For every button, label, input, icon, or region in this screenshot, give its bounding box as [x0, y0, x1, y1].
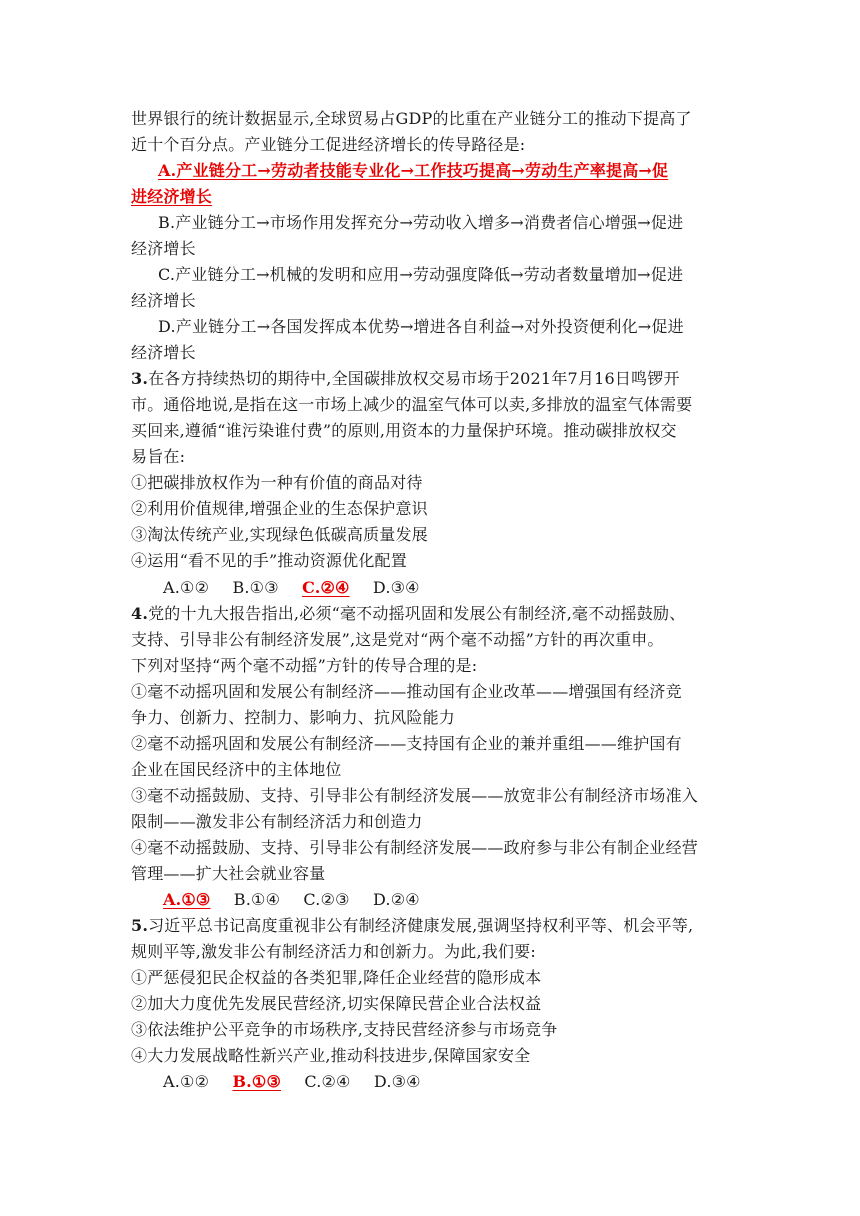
- q5-option-c: C.②④: [304, 1072, 351, 1091]
- q5-stem-text: 习近平总书记高度重视非公有制经济健康发展,强调坚持权利平等、机会平等,: [148, 916, 694, 935]
- q4-option-b: B.①④: [233, 890, 281, 909]
- q2-option-d-line2: 经济增长: [131, 343, 196, 362]
- q4-option-d: D.②④: [372, 890, 420, 909]
- q2-option-a-line2: 进经济增长: [131, 187, 213, 206]
- q3-stem-line2: 市。通俗地说,是指在这一市场上减少的温室气体可以卖,多排放的温室气体需要: [131, 395, 693, 414]
- q4-item1-line1: ①毫不动摇巩固和发展公有制经济——推动国有企业改革——增强国有经济竞: [131, 682, 682, 701]
- q5-stem-line1: [131, 915, 693, 937]
- q4-stem-text: 党的十九大报告指出,必须“毫不动摇巩固和发展公有制经济,毫不动摇鼓励、: [148, 604, 686, 623]
- q3-item4: ④运用“看不见的手”推动资源优化配置: [131, 551, 407, 570]
- q5-item3: ③依法维护公平竞争的市场秩序,支持民营经济参与市场竞争: [131, 1020, 558, 1039]
- q2-option-b-line1: B.产业链分工→市场作用发挥充分→劳动收入增多→消费者信心增强→促进: [158, 213, 684, 232]
- q3-option-d: D.③④: [372, 578, 420, 597]
- q4-option-a: A.①③: [163, 890, 211, 909]
- q4-stem-line1: [131, 603, 685, 625]
- q5-option-d: D.③④: [373, 1072, 421, 1091]
- q5-item2: ②加大力度优先发展民营经济,切实保障民营企业合法权益: [131, 994, 542, 1013]
- q4-item4-line1: ④毫不动摇鼓励、支持、引导非公有制经济发展——政府参与非公有制企业经营: [131, 838, 699, 857]
- q2-option-c-line2: 经济增长: [131, 291, 196, 310]
- q3-option-a: A.①②: [163, 578, 210, 597]
- q5-option-a: A.①②: [163, 1072, 210, 1091]
- q2-stem-line2: 近十个百分点。产业链分工促进经济增长的传导路径是:: [131, 135, 526, 154]
- q3-item3: ③淘汰传统产业,实现绿色低碳高质量发展: [131, 525, 428, 544]
- q4-item2-line2: 企业在国民经济中的主体地位: [131, 760, 342, 779]
- q5-option-b: B.①③: [232, 1072, 282, 1091]
- q4-item4-line2: 管理——扩大社会就业容量: [131, 864, 326, 883]
- q4-number: 4.: [131, 604, 149, 623]
- q2-option-a-line1: A.产业链分工→劳动者技能专业化→工作技巧提高→劳动生产率提高→促: [158, 161, 669, 180]
- q5-options: [163, 1071, 439, 1093]
- q4-item2-line1: ②毫不动摇巩固和发展公有制经济——支持国有企业的兼并重组——维护国有: [131, 734, 682, 753]
- q2-option-b-line2: 经济增长: [131, 239, 196, 258]
- q5-item4: ④大力发展战略性新兴产业,推动科技进步,保障国家安全: [131, 1046, 531, 1065]
- q3-stem-line3: 买回来,遵循“谁污染谁付费”的原则,用资本的力量保护环境。推动碳排放权交: [131, 421, 677, 440]
- q3-options: [163, 577, 438, 599]
- q2-option-d-line1: D.产业链分工→各国发挥成本优势→增进各自利益→对外投资便利化→促进: [158, 317, 684, 336]
- q2-stem-line1: 世界银行的统计数据显示,全球贸易占GDP的比重在产业链分工的推动下提高了: [131, 109, 692, 128]
- q3-item1: ①把碳排放权作为一种有价值的商品对待: [131, 473, 423, 492]
- q4-item3-line2: 限制——激发非公有制经济活力和创造力: [131, 812, 423, 831]
- q4-options: [163, 889, 438, 911]
- q3-stem-text: 在各方持续热切的期待中,全国碳排放权交易市场于2021年7月16日鸣锣开: [148, 369, 680, 388]
- q4-option-c: C.②③: [303, 890, 350, 909]
- q4-item3-line1: ③毫不动摇鼓励、支持、引导非公有制经济发展——放宽非公有制经济市场准入: [131, 786, 699, 805]
- q5-item1: ①严惩侵犯民企权益的各类犯罪,降任企业经营的隐形成本: [131, 968, 542, 987]
- q3-stem-line1: [131, 368, 680, 390]
- q3-item2: ②利用价值规律,增强企业的生态保护意识: [131, 499, 428, 518]
- q4-item1-line2: 争力、创新力、控制力、影响力、抗风险能力: [131, 708, 456, 727]
- q5-stem-line2: 规则平等,激发非公有制经济活力和创新力。为此,我们要:: [131, 942, 536, 961]
- q4-stem-line3: 下列对坚持“两个毫不动摇”方针的传导合理的是:: [131, 656, 478, 675]
- q3-number: 3.: [131, 369, 149, 388]
- q3-stem-line4: 易旨在:: [131, 447, 186, 466]
- q5-number: 5.: [131, 916, 149, 935]
- q3-option-b: B.①③: [232, 578, 279, 597]
- q4-stem-line2: 支持、引导非公有制经济发展”,这是党对“两个毫不动摇”方针的再次重申。: [131, 630, 664, 649]
- q3-option-c: C.②④: [302, 578, 350, 597]
- q2-option-c-line1: C.产业链分工→机械的发明和应用→劳动强度降低→劳动者数量增加→促进: [158, 265, 684, 284]
